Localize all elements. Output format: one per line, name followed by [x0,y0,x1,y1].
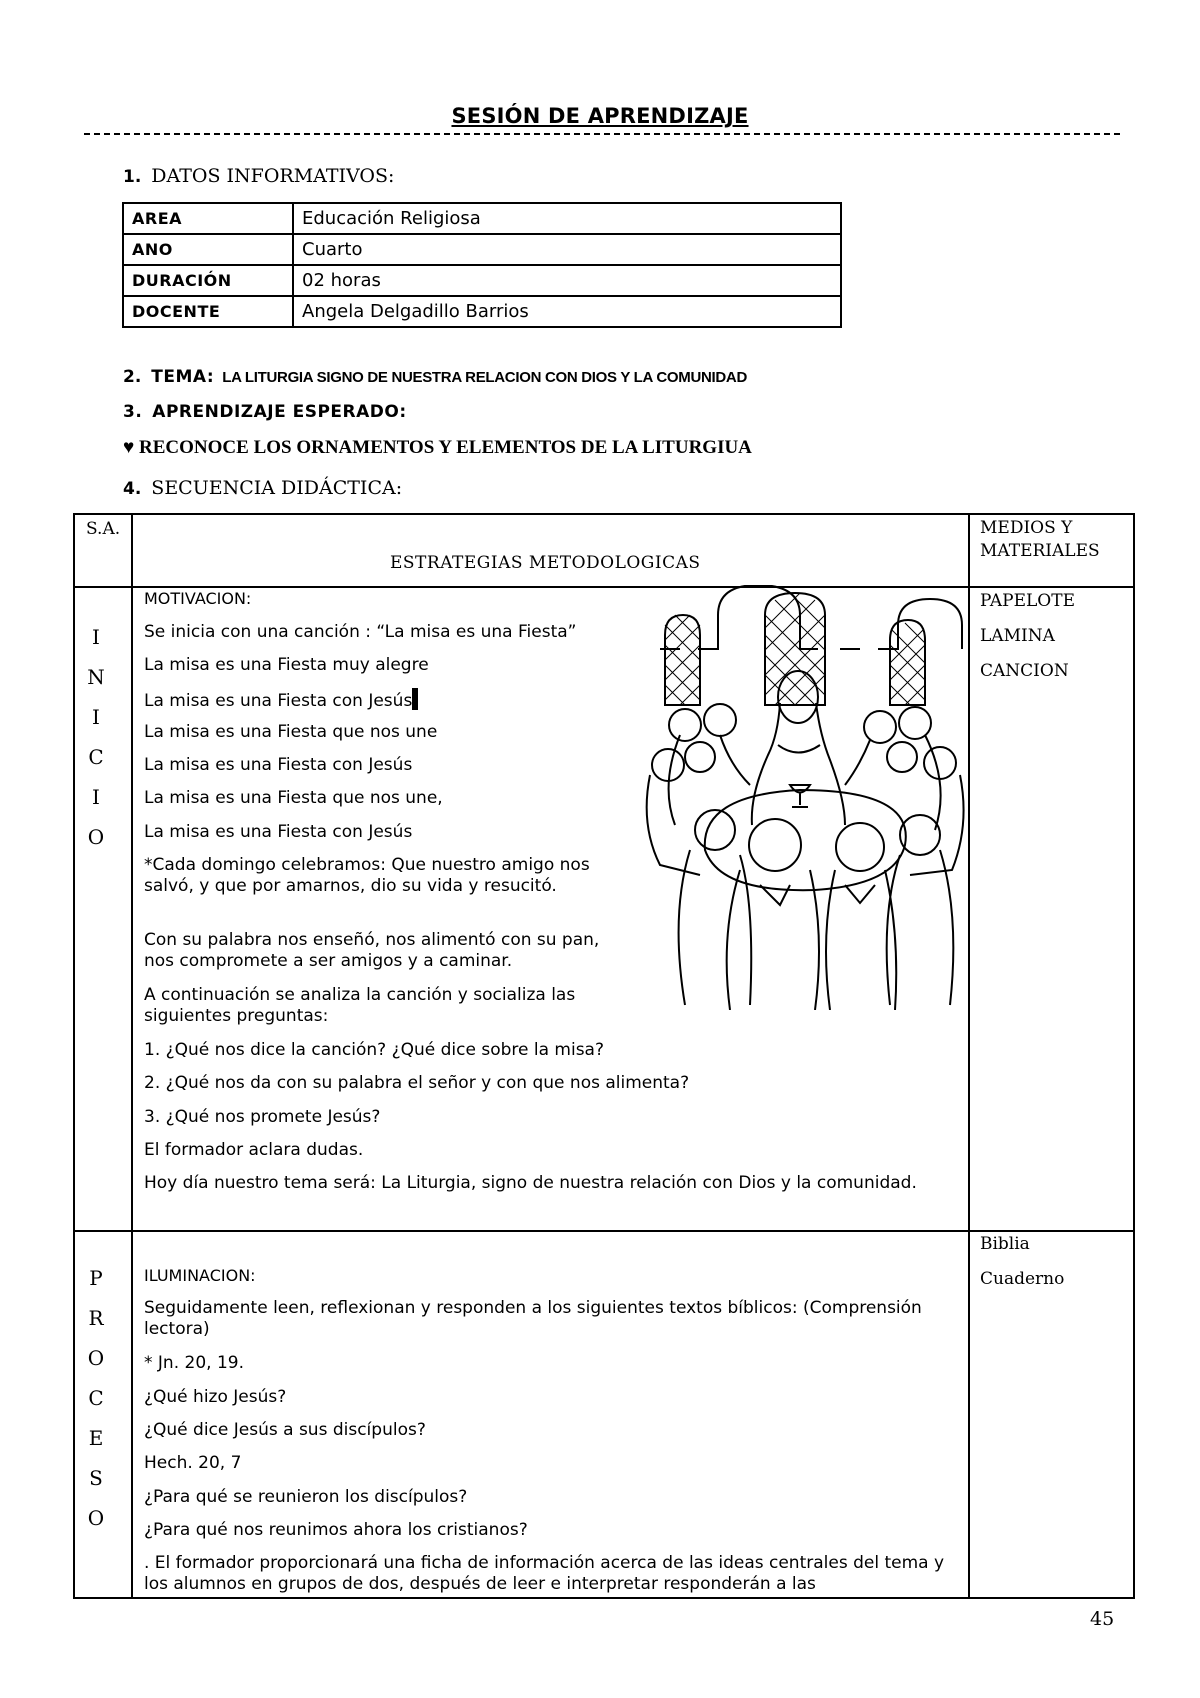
section-number: 4. [123,479,142,499]
song-line: La misa es una Fiesta que nos une, [144,788,443,808]
header-medios-line1: MEDIOS Y [980,518,1073,538]
motivacion-heading: MOTIVACION: [144,589,252,608]
title-divider [84,133,1120,135]
page-number: 45 [1090,1608,1115,1630]
proceso-letter: O [87,1506,105,1530]
question-line: El formador aclara dudas. [144,1140,364,1160]
table-border-left [73,513,75,1599]
proceso-letter: P [89,1266,103,1290]
motivacion-paragraph: Con su palabra nos enseñó, nos alimentó con su pan, nos compromete a ser amigos y a caminar. [144,930,600,971]
info-key: ANO [123,234,293,265]
proceso-line: . El formador proporcionará una ficha de información acerca de las ideas centrales del tema y los alumnos en grupos de dos, después de leer e interpretar responderán a las [144,1553,945,1594]
table-row [123,296,841,327]
section-label: APRENDIZAJE ESPERADO: [152,402,407,422]
proceso-letter: R [88,1306,104,1330]
material-item: Biblia [980,1234,1030,1254]
proceso-letter: O [87,1346,105,1370]
section-tema [123,367,747,387]
question-line: 2. ¿Qué nos da con su palabra el señor y con que nos alimenta? [144,1073,690,1093]
song-line: La misa es una Fiesta que nos une [144,722,438,742]
song-line: La misa es una Fiesta con Jesús [144,822,413,842]
question-line: Hoy día nuestro tema será: La Liturgia, signo de nuestra relación con Dios y la comunidad. [144,1173,917,1193]
material-item: PAPELOTE [980,591,1075,611]
inicio-letter: I [92,625,100,649]
table-border-bottom [73,1597,1135,1599]
section-label: DATOS INFORMATIVOS: [151,165,395,187]
motivacion-underline [140,586,636,588]
inicio-letter: I [92,785,100,809]
proceso-line: * Jn. 20, 19. [144,1353,244,1373]
inicio-vertical-label [84,617,108,857]
proceso-vertical-label [84,1258,108,1538]
info-value: Educación Religiosa [293,203,841,234]
proceso-letter: C [88,1386,104,1410]
inicio-letter: O [87,825,105,849]
heart-bullet-icon: ♥ [123,437,135,458]
motivacion-paragraph: *Cada domingo celebramos: Que nuestro amigo nos salvó, y que por amarnos, dio su vida y resucitó. [144,855,590,896]
material-item: LAMINA [980,626,1055,646]
page-title: SESIÓN DE APRENDIZAJE [451,104,749,128]
question-line: 1. ¿Qué nos dice la canción? ¿Qué dice sobre la misa? [144,1040,604,1060]
inicio-letter: C [88,745,104,769]
song-line: Se inicia con una canción : “La misa es una Fiesta” [144,622,577,642]
aprendizaje-text: RECONOCE LOS ORNAMENTOS Y ELEMENTOS DE LA LITURGIUA [139,437,752,458]
aprendizaje-item [123,437,752,459]
proceso-line: ¿Para qué se reunieron los discípulos? [144,1487,468,1507]
section-secuencia [123,477,402,499]
info-table [122,202,842,328]
table-border-right [1133,513,1135,1599]
header-medios-line2: MATERIALES [980,541,1100,561]
song-line: La misa es una Fiesta muy alegre [144,655,429,675]
section-label: SECUENCIA DIDÁCTICA: [151,477,403,499]
info-key: DOCENTE [123,296,293,327]
song-line: La misa es una Fiesta con Jesús [144,688,418,712]
proceso-line: ¿Para qué nos reunimos ahora los cristianos? [144,1520,528,1540]
inicio-letter: N [87,665,105,689]
motivacion-paragraph: A continuación se analiza la canción y socializa las siguientes preguntas: [144,985,576,1026]
table-row [123,234,841,265]
header-estrategias: ESTRATEGIAS METODOLOGICAS [390,553,701,573]
tema-value: LA LITURGIA SIGNO DE NUESTRA RELACION CON DIOS Y LA COMUNIDAD [222,369,747,386]
table-row [123,265,841,296]
proceso-line: Hech. 20, 7 [144,1453,242,1473]
header-sa: S.A. [86,519,121,539]
section-aprendizaje [123,402,407,422]
table-row-rule [73,1230,1135,1232]
question-line: 3. ¿Qué nos promete Jesús? [144,1107,381,1127]
info-key: DURACIÓN [123,265,293,296]
material-item: CANCION [980,661,1069,681]
section-number: 2. [123,367,142,387]
info-value: 02 horas [293,265,841,296]
table-border-top [73,513,1135,515]
info-key: AREA [123,203,293,234]
proceso-letter: S [89,1466,103,1490]
inicio-letter: I [92,705,100,729]
last-supper-illustration [640,585,970,1010]
proceso-line: Seguidamente leen, reflexionan y responden a los siguientes textos bíblicos: (Comprensión lectora) [144,1298,922,1339]
section-label: TEMA: [151,367,215,387]
section-datos-informativos [123,165,394,188]
text-cursor [412,688,418,710]
material-item: Cuaderno [980,1269,1065,1289]
section-number: 3. [123,402,143,422]
proceso-line: ¿Qué hizo Jesús? [144,1387,287,1407]
info-value: Cuarto [293,234,841,265]
proceso-line: ¿Qué dice Jesús a sus discípulos? [144,1420,426,1440]
info-value: Angela Delgadillo Barrios [293,296,841,327]
table-row [123,203,841,234]
table-col-rule [131,513,133,1599]
section-number: 1. [123,167,142,187]
iluminacion-heading: ILUMINACION: [144,1266,256,1285]
proceso-letter: E [88,1426,104,1450]
song-line: La misa es una Fiesta con Jesús [144,755,413,775]
